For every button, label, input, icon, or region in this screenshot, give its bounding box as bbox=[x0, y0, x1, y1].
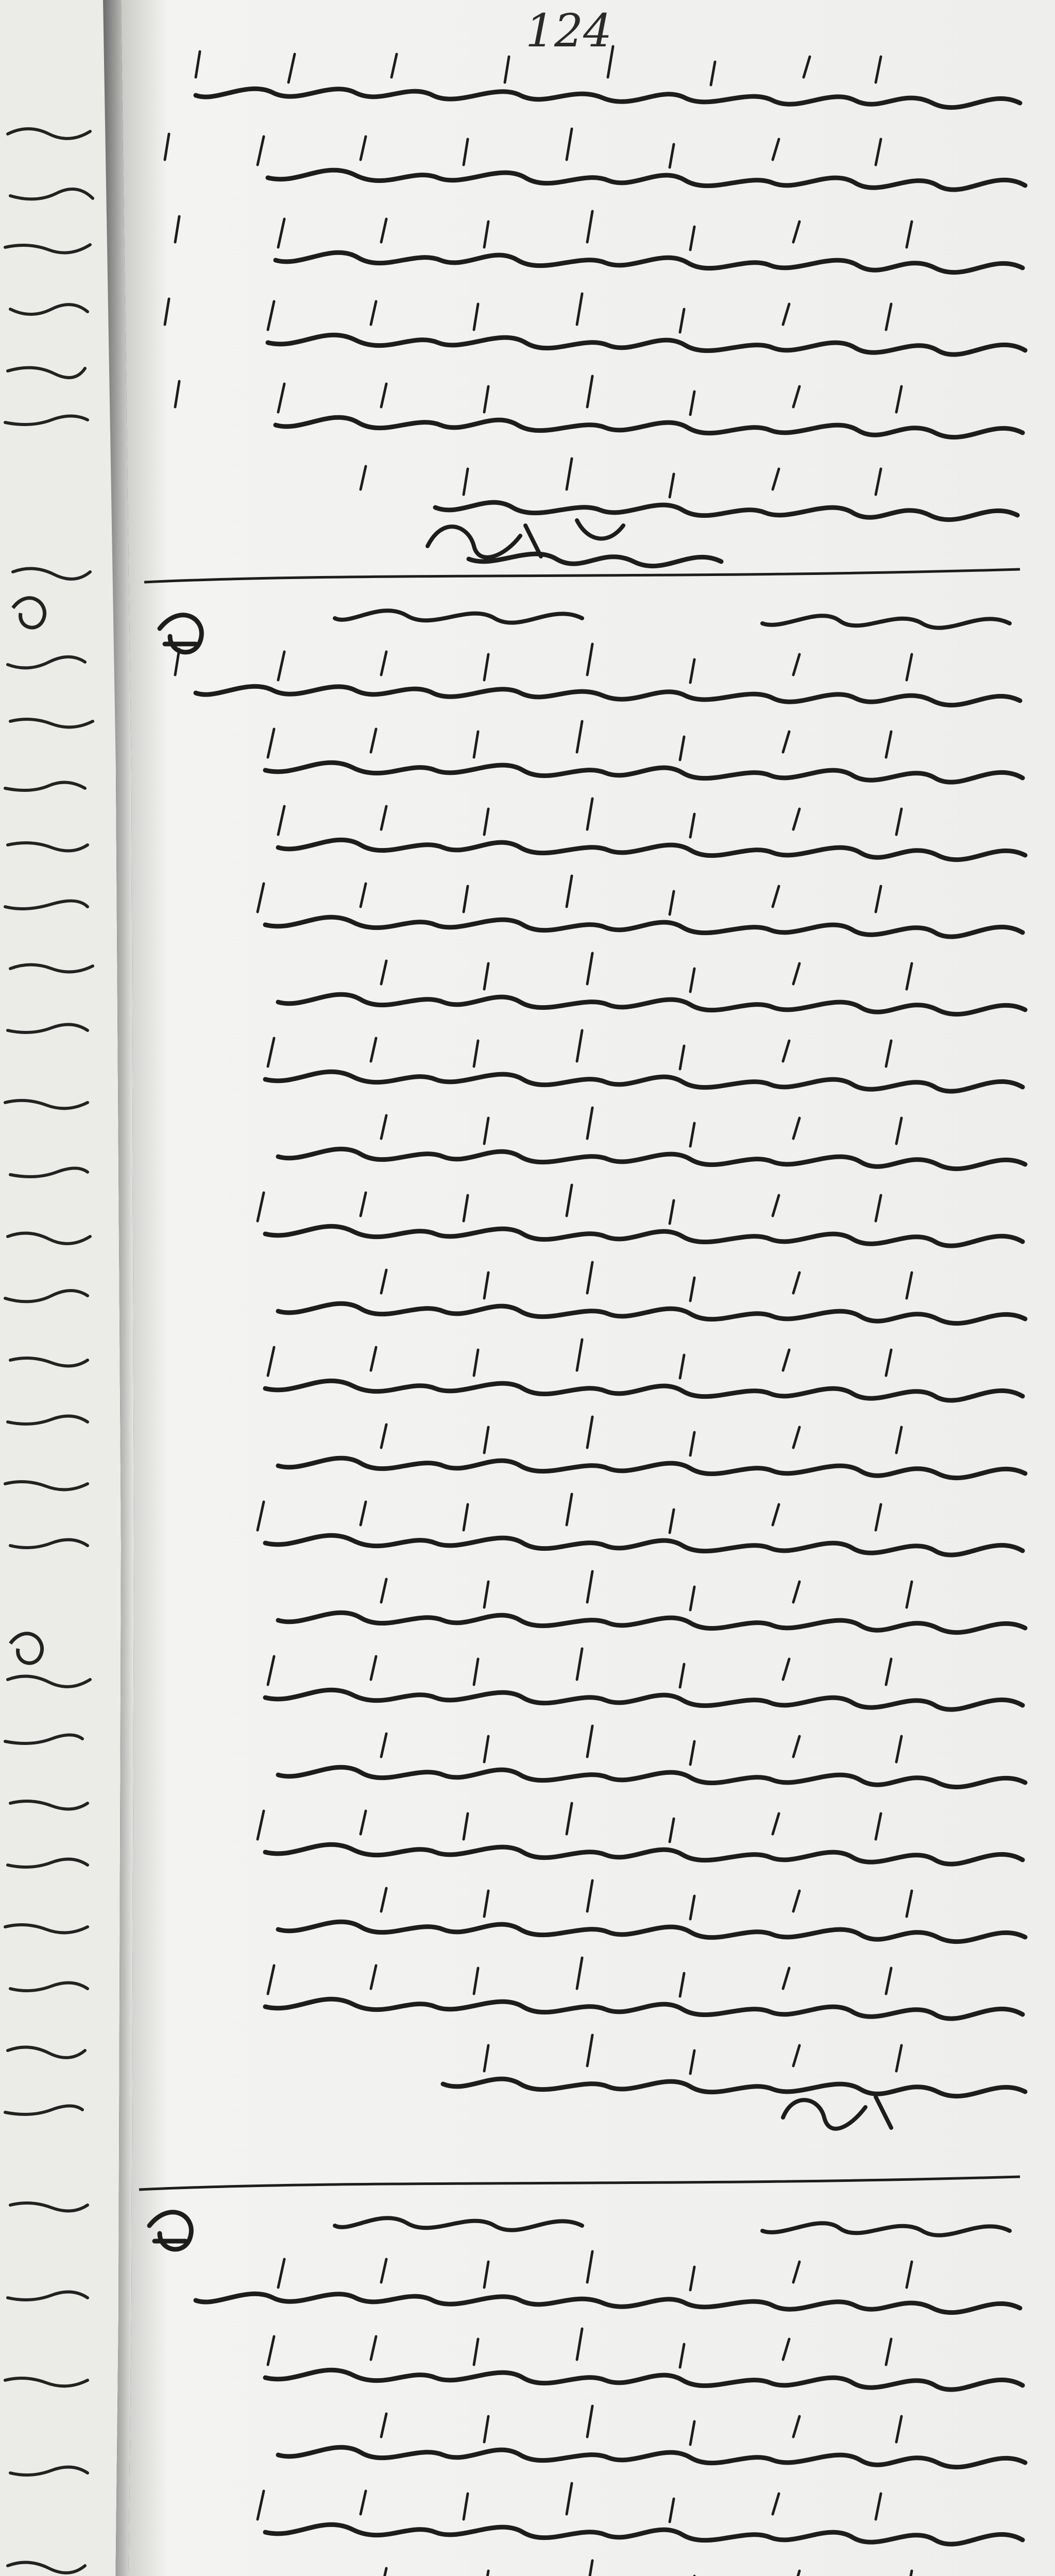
page-number-mark bbox=[525, 4, 612, 57]
left-page bbox=[0, 0, 134, 2576]
svg-text:124: 124 bbox=[525, 4, 612, 57]
